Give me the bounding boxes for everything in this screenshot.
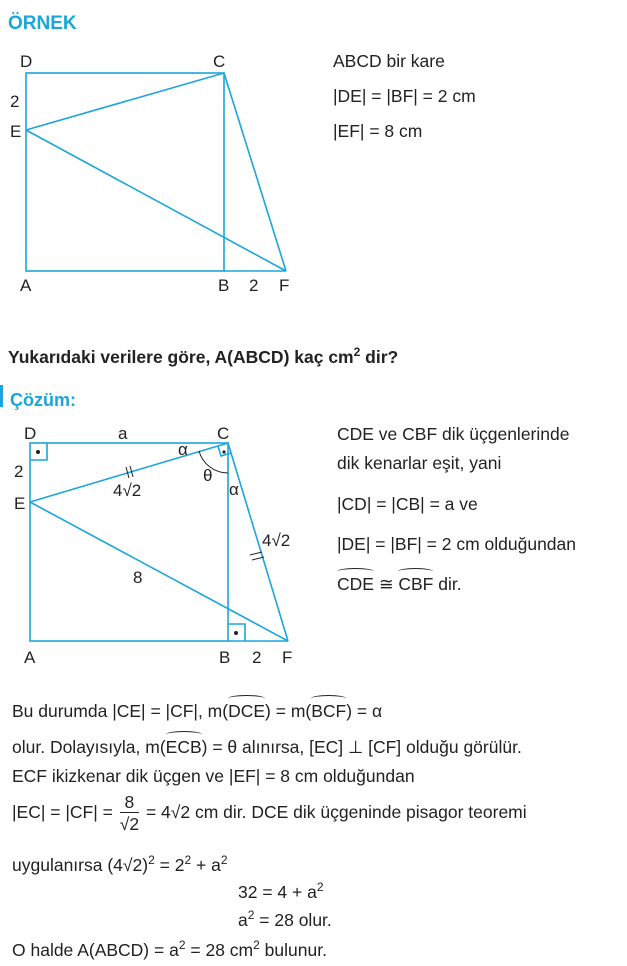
sol-line-6: [238, 876, 324, 903]
root-value: 2: [129, 814, 140, 834]
label-a-2: A: [24, 648, 36, 667]
l2b: ) = θ alınırsa, [EC] ⊥ [CF] olduğu görülür.: [201, 737, 522, 757]
sol-line-5: [12, 849, 228, 876]
label-2-left-2: 2: [14, 462, 24, 481]
l4b: = 4√2 cm dir. DCE dik üçgeninde pisagor teoremi: [145, 802, 527, 823]
sol-right-2: dik kenarlar eşit, yani: [337, 453, 502, 473]
sol-line-7: [238, 904, 332, 931]
sol-line-1: [12, 700, 382, 722]
label-a-side: a: [118, 424, 128, 443]
sol-right-1: CDE ve CBF dik üçgenlerinde: [337, 424, 570, 444]
label-f-2: F: [282, 648, 293, 667]
l8b: = 28 cm: [185, 939, 254, 960]
segment-cf: [224, 73, 286, 271]
congruence-rest: dir.: [438, 574, 462, 594]
dot-d: [36, 450, 40, 454]
example-heading: ÖRNEK: [8, 13, 77, 34]
l5a: uygulanırsa (4√2): [12, 854, 149, 875]
sol-line-8: [12, 934, 327, 961]
sol-line-4: [12, 792, 527, 835]
segment-ef-2: [30, 502, 291, 641]
l5-sup2: 2: [184, 853, 192, 867]
sol-line-2: [12, 736, 522, 758]
solution-figure: [0, 415, 325, 675]
question-text: Yukarıdaki verilere göre, A(ABCD) kaç cm: [8, 346, 354, 367]
sol-line-3: ECF ikizkenar dik üçgen ve |EF| = 8 cm olduğundan: [12, 766, 415, 786]
label-ec: 4√2: [113, 481, 142, 500]
l1b: ) = m(: [265, 701, 312, 721]
accent-bar: [0, 385, 3, 407]
l7-sup: 2: [247, 908, 255, 922]
fraction-num: 8: [120, 792, 139, 813]
label-theta: θ: [203, 466, 213, 485]
triangle-cde: CDE: [337, 574, 374, 594]
l5b: = 2: [154, 854, 185, 875]
congruent-symbol: ≅: [378, 574, 394, 594]
example-figure: [0, 45, 320, 300]
fraction: [120, 792, 139, 835]
l8a: O halde A(ABCD) = a: [12, 939, 179, 960]
label-b: B: [218, 276, 230, 295]
label-d-2: D: [24, 424, 37, 443]
label-f: F: [279, 276, 290, 295]
label-a: A: [20, 276, 32, 295]
dot-c: [222, 450, 225, 453]
l1c: ) = α: [346, 701, 383, 721]
solution-heading: Çözüm:: [10, 390, 76, 410]
fraction-den: [120, 813, 139, 835]
l8-sup1: 2: [178, 938, 186, 952]
segment-ec: [26, 73, 224, 130]
l8c: bulunur.: [259, 939, 327, 960]
question: [8, 345, 398, 368]
label-c: C: [213, 52, 226, 71]
l7a: a: [238, 909, 248, 930]
segment-ef: [26, 130, 286, 271]
l5-sup3: 2: [220, 853, 228, 867]
given-3: |EF| = 8 cm: [333, 121, 423, 141]
root-sign: √: [119, 814, 130, 834]
triangle-cbf: CBF: [398, 574, 434, 594]
l1-arc1: DCE: [228, 701, 266, 721]
l2-arc: ECB: [165, 737, 202, 757]
l6-sup: 2: [316, 880, 324, 894]
tick-cf-1: [250, 552, 262, 555]
question-end: dir?: [360, 346, 399, 367]
label-ef: 8: [133, 568, 143, 587]
label-e: E: [10, 122, 22, 141]
given-2: |DE| = |BF| = 2 cm: [333, 86, 476, 106]
l4a: |EC| = |CF| =: [12, 802, 113, 823]
sol-right-4: |DE| = |BF| = 2 cm olduğundan: [337, 534, 577, 554]
l1-arc2: BCF: [311, 701, 347, 721]
label-cf: 4√2: [262, 531, 291, 550]
label-2-bottom-2: 2: [252, 648, 262, 667]
l6a: 32 = 4 + a: [238, 881, 317, 902]
l1a: Bu durumda |CE| = |CF|, m(: [12, 701, 229, 721]
label-alpha-2: α: [229, 480, 239, 499]
sol-congruence: [337, 573, 462, 595]
sol-right-3: |CD| = |CB| = a ve: [337, 494, 478, 514]
given-1: ABCD bir kare: [333, 51, 445, 71]
l5-sup1: 2: [148, 853, 155, 867]
square-abcd: [26, 73, 224, 271]
label-alpha-1: α: [178, 440, 188, 459]
question-sup: 2: [353, 345, 361, 359]
label-2-left: 2: [10, 92, 20, 111]
label-e-2: E: [14, 494, 26, 513]
l2a: olur. Dolayısıyla, m(: [12, 737, 166, 757]
l7b: = 28 olur.: [254, 909, 332, 930]
label-d: D: [20, 52, 33, 71]
l5c: + a: [191, 854, 221, 875]
l8-sup2: 2: [253, 938, 260, 952]
label-b-2: B: [219, 648, 231, 667]
label-2-bottom: 2: [249, 276, 259, 295]
label-c-2: C: [217, 424, 230, 443]
dot-b: [234, 631, 238, 635]
